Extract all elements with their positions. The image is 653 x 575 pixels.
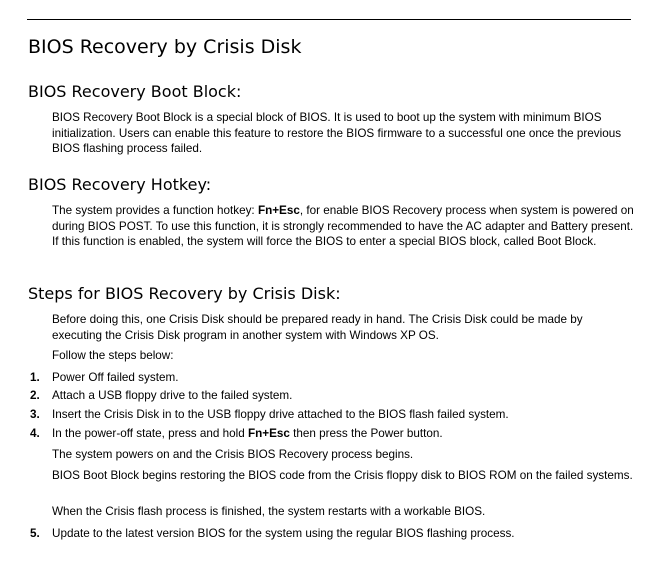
section-heading-steps: Steps for BIOS Recovery by Crisis Disk: xyxy=(28,284,341,303)
hotkey-combo: Fn+Esc xyxy=(257,204,300,217)
step-text-end: then press the Power button. xyxy=(289,427,443,440)
step-number: 3. xyxy=(30,408,40,421)
step-number: 2. xyxy=(30,389,40,402)
hotkey-paragraph xyxy=(52,203,634,250)
step-text: Insert the Crisis Disk in to the USB floppy drive attached to the BIOS flash failed system. xyxy=(52,408,509,421)
step-text: Attach a USB floppy drive to the failed system. xyxy=(52,389,293,402)
section-heading-boot-block: BIOS Recovery Boot Block: xyxy=(28,82,242,101)
step-number: 1. xyxy=(30,371,40,384)
step-text: Power Off failed system. xyxy=(52,371,179,384)
section-heading-hotkey: BIOS Recovery Hotkey: xyxy=(28,175,212,194)
step-number: 4. xyxy=(30,427,40,440)
step-4-note-1: The system powers on and the Crisis BIOS Recovery process begins. xyxy=(52,448,414,461)
step-4-note-2: BIOS Boot Block begins restoring the BIOS code from the Crisis floppy disk to BIOS ROM on the failed systems. xyxy=(52,469,633,482)
step-number: 5. xyxy=(30,527,40,540)
step-text: Update to the latest version BIOS for the system using the regular BIOS flashing process. xyxy=(52,527,515,540)
hotkey-paragraph-start: The system provides a function hotkey: xyxy=(52,204,258,217)
step-2 xyxy=(30,388,634,404)
follow-steps-text: Follow the steps below: xyxy=(52,349,174,362)
step-4-note-3: When the Crisis flash process is finished, the system restarts with a workable BIOS. xyxy=(52,505,486,518)
boot-block-paragraph: BIOS Recovery Boot Block is a special block of BIOS. It is used to boot up the system with minimum BIOS initialization. Users can enable this feature to restore the BIOS firmware to a successful one once the previous BIOS flashing process failed. xyxy=(52,111,622,155)
step-5 xyxy=(30,526,634,542)
hotkey-paragraph-end: , for enable BIOS Recovery process when system is powered on during BIOS POST. To use this function, it is strongly recommended to have the AC adapter and Battery present. If this function is enabled, the system will force the BIOS to enter a special BIOS block, called Boot Block. xyxy=(52,204,634,248)
step-hotkey-combo: Fn+Esc xyxy=(248,427,290,440)
top-rule xyxy=(27,19,631,20)
step-3 xyxy=(30,407,634,423)
step-text-start: In the power-off state, press and hold xyxy=(52,427,248,440)
step-1 xyxy=(30,370,634,386)
step-4 xyxy=(30,426,634,442)
page-title: BIOS Recovery by Crisis Disk xyxy=(28,36,302,58)
steps-intro-paragraph: Before doing this, one Crisis Disk should be prepared ready in hand. The Crisis Disk could be made by executing the Crisis Disk program in another system with Windows XP OS. xyxy=(52,313,583,342)
